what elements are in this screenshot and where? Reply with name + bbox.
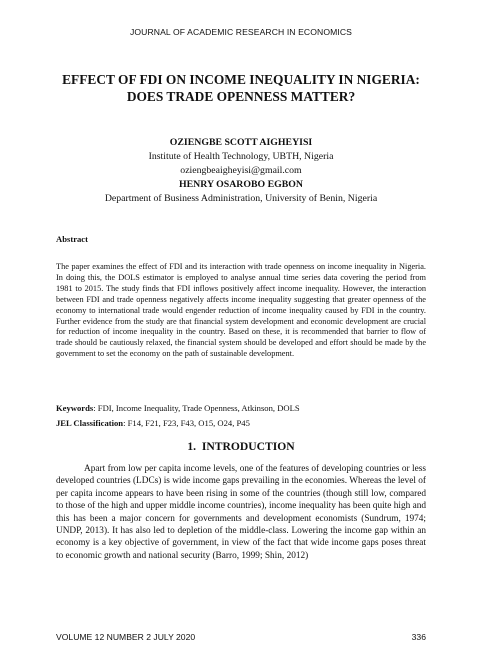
author-email: oziengbeaigheyisi@gmail.com	[180, 165, 302, 176]
keywords-label: Keywords	[56, 403, 94, 413]
author-affiliation: Institute of Health Technology, UBTH, Nigeria	[148, 151, 334, 162]
author-name: HENRY OSAROBO EGBON	[179, 179, 303, 190]
volume-footer: VOLUME 12 NUMBER 2 JULY 2020	[56, 632, 196, 642]
keywords-line	[56, 403, 426, 413]
paper-title: EFFECT OF FDI ON INCOME INEQUALITY IN NIGERIA: DOES TRADE OPENNESS MATTER?	[62, 72, 420, 104]
introduction-text: Apart from low per capita income levels, one of the features of developing countries or less developed countries (LDCs) is wide income gaps prevailing in the economies. Whereas the level of per capita income appears to have been rising in some of the countries (though still low, compared to those of the high and upper middle income countries), income inequality has been quite high and this has been a major concern for governments and development economists (Sundrum, 1974; UNDP, 2013). It has also led to depletion of the middle-class. Lowering the income gap within an economy is a key objective of government, in view of the fact that wide income gaps poses threat to economic growth and national security (Barro, 1999; Shin, 2012)	[56, 464, 426, 561]
jel-line	[56, 418, 426, 428]
keywords-text: : FDI, Income Inequality, Trade Openness, Atkinson, DOLS	[93, 403, 300, 413]
abstract-label: Abstract	[56, 234, 88, 244]
section-heading: 1. INTRODUCTION	[187, 440, 295, 453]
abstract-text: The paper examines the effect of FDI and its interaction with trade openness on income inequality in Nigeria. In doing this, the DOLS estimator is employed to analyse annual time series data covering the period from 1981 to 2015. The study finds that FDI inflows positively affect income inequality. However, the interaction between FDI and trade openness negatively affects income inequality suggesting that greater openness of the economy to international trade would engender reduction of income inequality caused by FDI in the country. Further evidence from the study are that financial system development and economic development are crucial for reduction of income inequality in the country. Based on these, it is recommended that barrier to flow of trade should be cautiously relaxed, the financial system should be developed and effort should be made by the government to set the economy on the path of sustainable development.	[56, 262, 426, 359]
journal-header: JOURNAL OF ACADEMIC RESEARCH IN ECONOMICS	[130, 27, 352, 37]
author-name: OZIENGBE SCOTT AIGHEYISI	[169, 137, 313, 148]
jel-text: : F14, F21, F23, F43, O15, O24, P45	[123, 418, 250, 428]
jel-label: JEL Classification	[56, 418, 124, 428]
author-affiliation: Department of Business Administration, University of Benin, Nigeria	[104, 193, 378, 204]
authors-block	[40, 136, 442, 206]
page-number: 336	[411, 632, 426, 642]
